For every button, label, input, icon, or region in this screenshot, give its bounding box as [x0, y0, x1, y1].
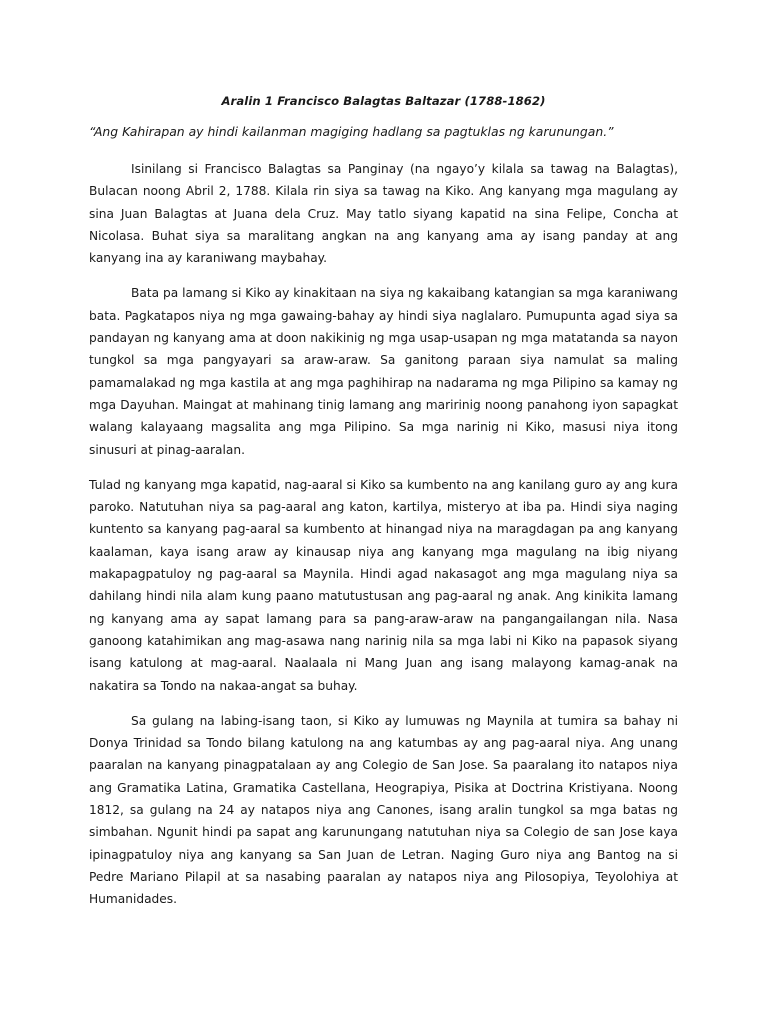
paragraph-childhood: Bata pa lamang si Kiko ay kinakitaan na siya ng kakaibang katangian sa mga karaniwang bata. Pagkatapos niya ng mga gawaing-bahay ay hindi siya naglalaro. Pumupunta agad siya sa pandayan ng kanyang ama at doon nakikinig ng mga usap-usapan ng mga matatanda sa nayon tungkol sa mga pangyayari sa araw-araw. Sa ganitong paraan siya namulat sa maling pamamalakad ng mga kastila at ang mga paghihirap na nadarama ng mga Pilipino sa kamay ng mga Dayuhan. Maingat at mahinang tinig lamang ang maririnig noong panahong iyon sapagkat walang kalayaang magsalita ang mga Pilipino. Sa mga narinig ni Kiko, masusi niya itong sinusuri at pinag-aaralan.	[89, 286, 678, 457]
paragraph-birth: Isinilang si Francisco Balagtas sa Panginay (na ngayo’y kilala sa tawag na Balagtas), Bulacan noong Abril 2, 1788. Kilala rin siya sa tawag na Kiko. Ang kanyang mga magulang ay sina Juan Balagtas at Juana dela Cruz. May tatlo siyang kapatid na sina Felipe, Concha at Nicolasa. Buhat siya sa maralitang angkan na ang kanyang ama ay isang panday at ang kanyang ina ay karaniwang maybahay.	[89, 162, 678, 266]
paragraph-manila-studies: Sa gulang na labing-isang taon, si Kiko ay lumuwas ng Maynila at tumira sa bahay ni Donya Trinidad sa Tondo bilang katulong na ang katumbas ay ang pag-aaral niya. Ang unang paaralan na kanyang pinagpatalaan ay ang Colegio de San Jose. Sa paaralang ito natapos niya ang Gramatika Latina, Gramatika Castellana, Heograpiya, Pisika at Doctrina Kristiyana. Noong 1812, sa gulang na 24 ay natapos niya ang Canones, isang aralin tungkol sa mga batas ng simbahan. Ngunit hindi pa sapat ang karunungang natutuhan niya sa Colegio de san Jose kaya ipinagpatuloy niya ang kanyang sa San Juan de Letran. Naging Guro niya ang Bantog na si Pedre Mariano Pilapil at sa nasabing paaralan ay natapos niya ang Pilosopiya, Teyolohiya at Humanidades.	[89, 713, 678, 907]
paragraph-early-education: Tulad ng kanyang mga kapatid, nag-aaral si Kiko sa kumbento na ang kanilang guro ay ang kura paroko. Natutuhan niya sa pag-aaral ang katon, kartilya, misteryo at iba pa. Hindi siya naging kuntento sa kanyang pag-aaral sa kumbento at hinangad niya na maragdagan pa ang kanyang kaalaman, kaya isang araw ay kinausap niya ang kanyang mga magulang na ibig niyang makapagpatuloy ng pag-aaral sa Maynila. Hindi agad nakasagot ang mga magulang niya sa dahilang hindi nila alam kung paano matutustusan ang pag-aaral ng anak. Ang kinikita lamang ng kanyang ama ay sapat lamang para sa pang-araw-araw na pangangailangan nila. Nasa ganoong katahimikan ang mag-asawa nang narinig nila sa mga labi ni Kiko na papasok siyang isang katulong at mag-aaral. Naalaala ni Mang Juan ang isang malayong kamag-anak na nakatira sa Tondo na nakaa-angat sa buhay.	[89, 477, 678, 693]
document-body	[89, 94, 678, 924]
lesson-title: Aralin 1 Francisco Balagtas Baltazar (1788-1862)	[221, 94, 546, 108]
opening-quote: “Ang Kahirapan ay hindi kailanman magiging hadlang sa pagtuklas ng karunungan.”	[89, 124, 614, 139]
